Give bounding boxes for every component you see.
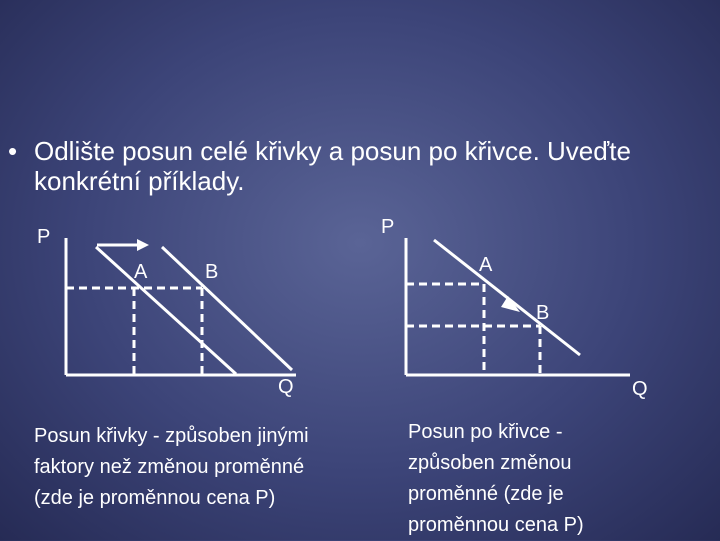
left-curve-b xyxy=(162,247,292,370)
question-text: Odlište posun celé křivky a posun po křivce. Uveďte konkrétní příklady. xyxy=(34,136,631,196)
left-q-label: Q xyxy=(278,376,294,398)
left-caption: Posun křivky - způsoben jinými faktory než změnou proměnné (zde je proměnnou cena P) xyxy=(34,425,309,509)
right-p-label: P xyxy=(381,216,395,238)
left-p-label: P xyxy=(37,226,51,248)
left-curve-a-label: A xyxy=(134,261,148,283)
right-point-b-label: B xyxy=(536,302,550,324)
right-q-label: Q xyxy=(632,378,648,400)
bullet-marker: • xyxy=(8,136,18,166)
shift-arrow-head xyxy=(137,239,149,251)
right-curve xyxy=(434,240,580,355)
right-caption: Posun po křivce - způsoben změnou proměnné (zde je proměnnou cena P) xyxy=(408,421,584,536)
right-point-a-label: A xyxy=(479,254,493,276)
left-curve-b-label: B xyxy=(205,261,219,283)
